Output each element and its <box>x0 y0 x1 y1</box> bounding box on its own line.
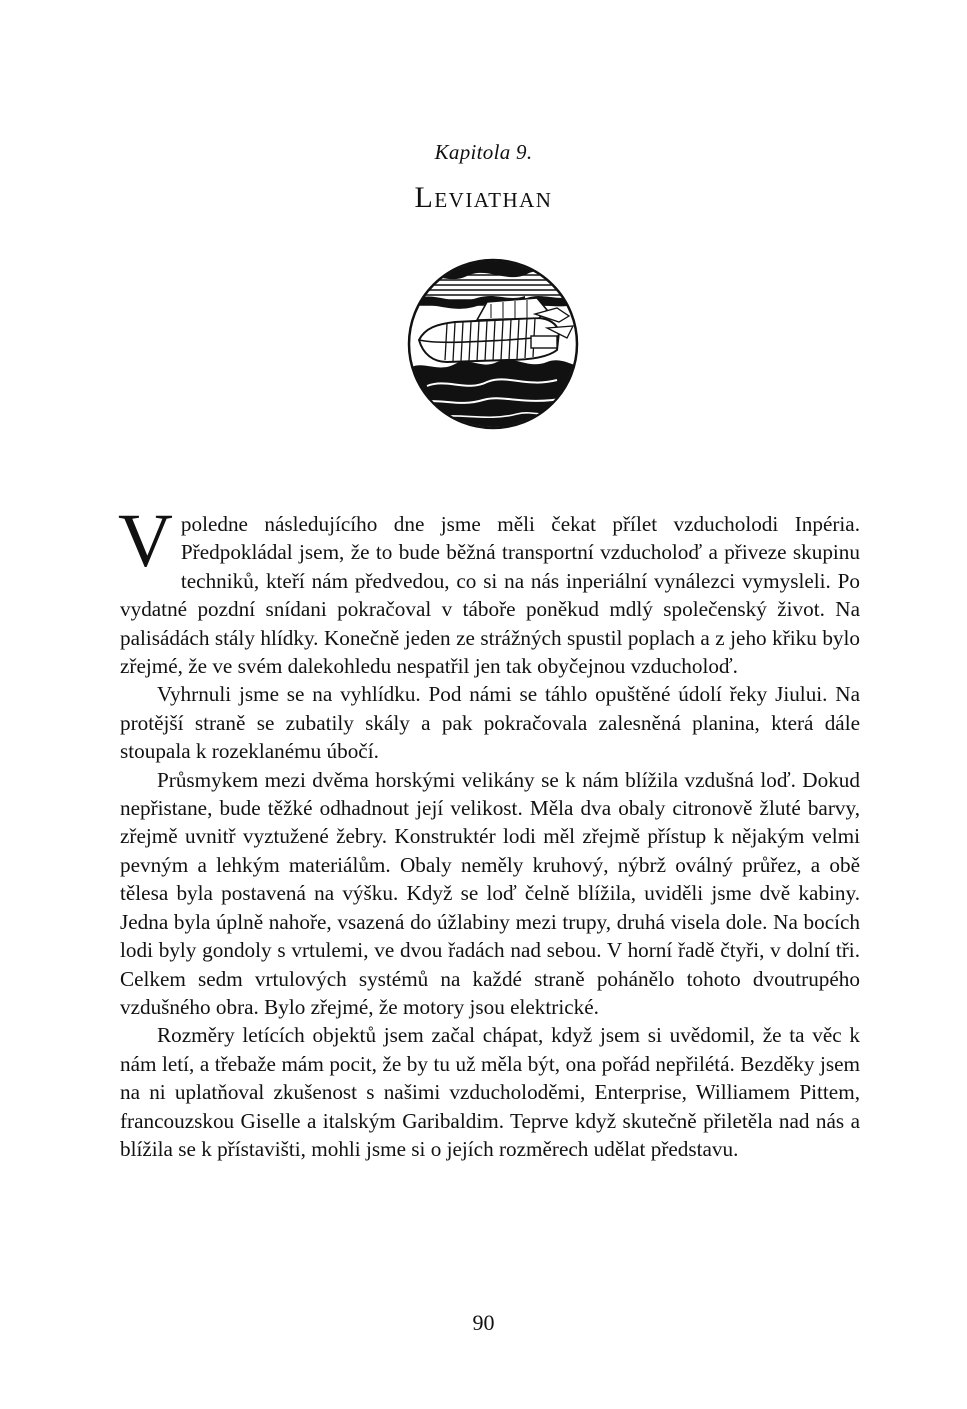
drop-cap: V <box>118 499 173 583</box>
chapter-title: Leviathan <box>414 181 553 214</box>
chapter-label: Kapitola 9. <box>434 140 533 164</box>
paragraph-2: Vyhrnuli jsme se na vyhlídku. Pod námi se táhlo opuštěné údolí řeky Jiului. Na protější straně se zubatily skály a pak pokračovala zalesněná planina, která dále stoupala k rozeklanému úbočí. <box>120 682 860 764</box>
airship-vignette-icon <box>407 258 579 430</box>
page-number: 90 <box>472 1310 495 1335</box>
chapter-body <box>118 499 860 1163</box>
paragraph-1 <box>118 499 860 680</box>
paragraph-4: Rozměry letících objektů jsem začal chápat, když jsem si uvědomil, že ta věc k nám letí, a třebaže mám pocit, že by tu už měla být, ona pořád nepřilétá. Bezděky jsem na ni uplatňoval zkušenost s našimi vzducholoděmi, Enterprise, Williamem Pittem, francouzskou Giselle a italským Garibaldim. Teprve když skutečně přiletěla nad nás a blížila se k přístavišti, mohli jsme si o jejích rozměrech udělat představu. <box>120 1023 860 1161</box>
paragraph-3: Průsmykem mezi dvěma horskými velikány se k nám blížila vzdušná loď. Dokud nepřistane, bude těžké odhadnout její velikost. Měla dva obaly citronově žluté barvy, zřejmě uvnitř vyztužené žebry. Konstruktér lodi měl zřejmě přístup k nějakým velmi pevným a lehkým materiálům. Obaly neměly kruhový, nýbrž oválný průřez, a obě tělesa byla postavená na výšku. Když se loď čelně blížila, uviděli jsme dvě kabiny. Jedna byla úplně nahoře, vsazená do úžlabiny mezi trupy, druhá visela dole. Na bocích lodi byly gondoly s vrtulemi, ve dvou řadách nad sebou. V horní řadě čtyři, v dolní tři. Celkem sedm vrtulových systémů na každé straně pohánělo tohoto dvoutrupého vzdušného obra. Bylo zřejmé, že motory jsou elektrické. <box>120 767 860 1019</box>
paragraph-1-text: poledne následujícího dne jsme měli čekat přílet vzducholodi Inpéria. Předpokládal jsem, že to bude běžná transportní vzducholoď a přiveze skupinu techniků, kteří nám předvedou, co si na nás inperiální vynálezci vymysleli. Po vydatné pozdní snídani pokračoval v táboře poněkud mdlý společenský život. Na palisádách stály hlídky. Konečně jeden ze strážných spustil poplach a z jeho křiku bylo zřejmé, že ve svém dalekohledu nespatřil jen tak obyčejnou vzducholoď. <box>120 512 860 679</box>
